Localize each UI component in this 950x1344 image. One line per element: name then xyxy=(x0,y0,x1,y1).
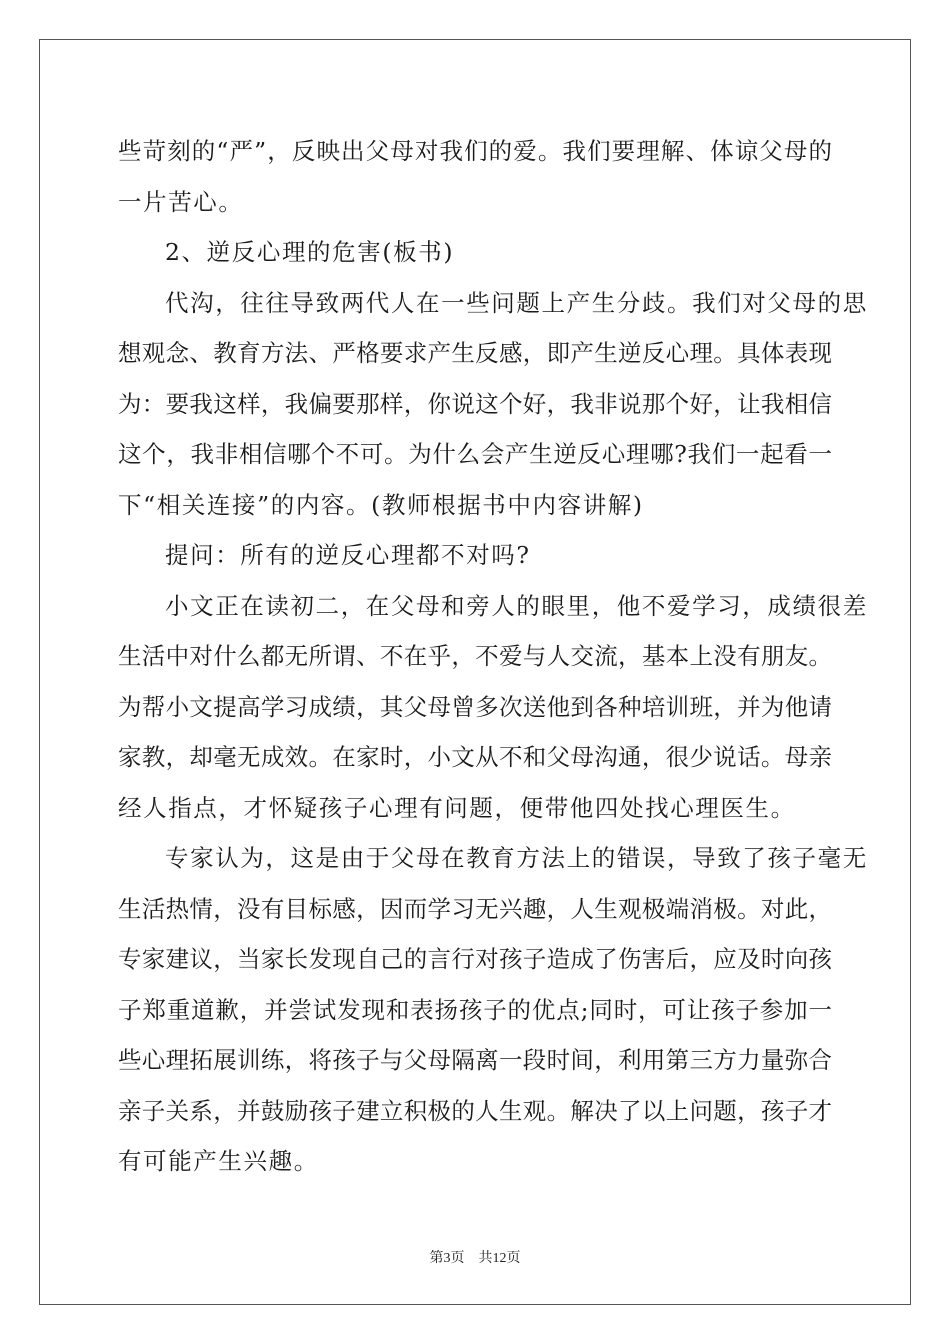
paragraph-line: 有可能产生兴趣。 xyxy=(118,1147,319,1175)
paragraph-line: 生活热情，没有目标感，因而学习无兴趣，人生观极端消极。对此， xyxy=(118,894,832,923)
paragraph-line: 这个，我非相信哪个不可。为什么会产生逆反心理哪?我们一起看一 xyxy=(118,440,832,468)
paragraph-line: 生活中对什么都无所谓、不在乎，不爱与人交流，基本上没有朋友。 xyxy=(118,642,832,670)
paragraph-line: 经人指点，才怀疑孩子心理有问题，便带他四处找心理医生。 xyxy=(118,793,796,822)
paragraph-line: 些心理拓展训练，将孩子与父母隔离一段时间，利用第三方力量弥合 xyxy=(118,1046,832,1074)
paragraph-line: 专家建议，当家长发现自己的言行对孩子造成了伤害后，应及时向孩 xyxy=(118,945,832,973)
paragraph-line: 代沟，往往导致两代人在一些问题上产生分歧。我们对父母的思 xyxy=(165,288,868,317)
page-number: 第3页 xyxy=(429,1251,465,1266)
total-pages: 共12页 xyxy=(478,1251,521,1266)
question-line: 提问：所有的逆反心理都不对吗? xyxy=(165,541,531,569)
section-heading: 2、逆反心理的危害(板书) xyxy=(165,238,455,266)
paragraph-line: 想观念、教育方法、严格要求产生反感，即产生逆反心理。具体表现 xyxy=(118,339,832,367)
paragraph-line: 下“相关连接”的内容。(教师根据书中内容讲解) xyxy=(118,490,644,519)
paragraph-line: 为：要我这样，我偏要那样，你说这个好，我非说那个好，让我相信 xyxy=(118,389,832,418)
paragraph-line: 些苛刻的“严”，反映出父母对我们的爱。我们要理解、体谅父母的 xyxy=(118,137,832,165)
page-footer xyxy=(0,1247,950,1267)
paragraph-line: 小文正在读初二，在父母和旁人的眼里，他不爱学习，成绩很差 xyxy=(165,591,868,620)
paragraph-line: 亲子关系，并鼓励孩子建立积极的人生观。解决了以上问题，孩子才 xyxy=(118,1096,832,1125)
paragraph-line: 专家认为，这是由于父母在教育方法上的错误，导致了孩子毫无 xyxy=(165,844,868,872)
paragraph-line: 子郑重道歉，并尝试发现和表扬孩子的优点;同时，可让孩子参加一 xyxy=(118,995,832,1024)
paragraph-line: 家教，却毫无成效。在家时，小文从不和父母沟通，很少说话。母亲 xyxy=(118,743,832,771)
paragraph-line: 一片苦心。 xyxy=(118,187,244,216)
paragraph-line: 为帮小文提高学习成绩，其父母曾多次送他到各种培训班，并为他请 xyxy=(118,692,832,721)
document-body xyxy=(118,126,868,1187)
